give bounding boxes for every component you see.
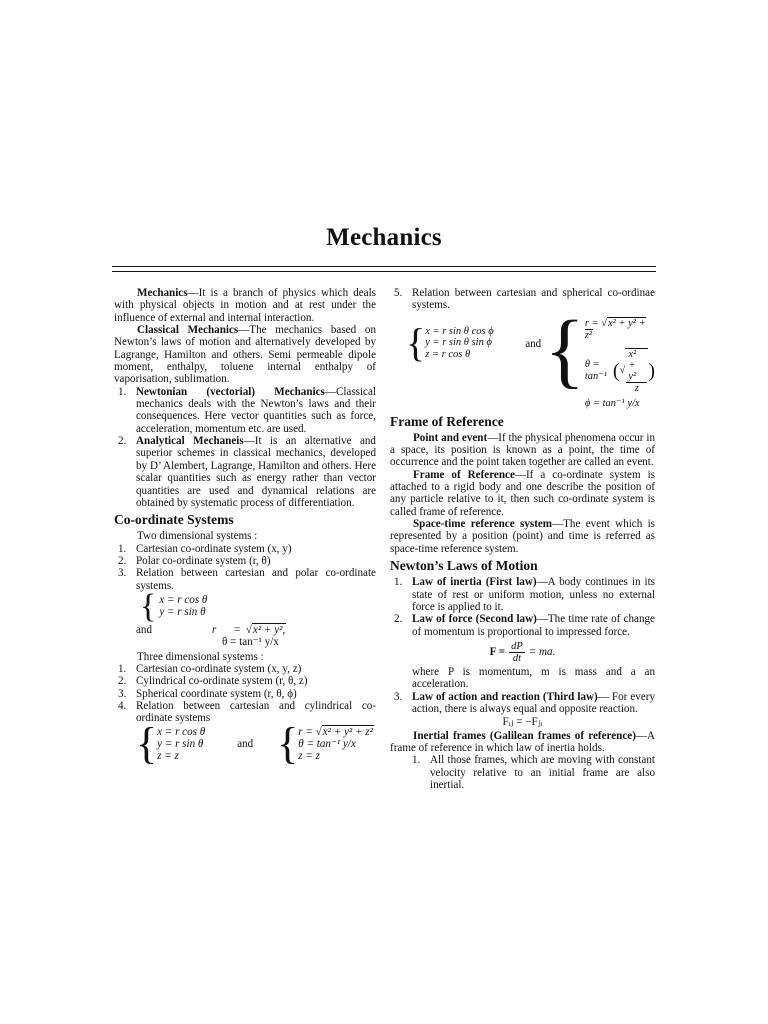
- term: Space-time reference system: [413, 518, 553, 531]
- text: —If a co-ordinate system is attached to a rigid body and one describe the position of any particle relative to it, then such co-ordinate system is called frame of reference.: [390, 468, 655, 518]
- term: Point and event: [413, 431, 488, 444]
- inertial-frames-paragraph: [390, 730, 655, 755]
- item-term: Newtonian (vectorial) Mechanics: [136, 385, 325, 398]
- list-item-first-law: [390, 576, 655, 613]
- item-text: Polar co-ordinate system (r, θ): [136, 554, 271, 567]
- fraction: [625, 348, 648, 394]
- left-brace: {: [140, 587, 157, 625]
- spherical-left-group: [406, 319, 525, 365]
- open-paren: (: [612, 360, 620, 383]
- force-equation: [390, 641, 655, 664]
- equation-lhs: r: [212, 623, 217, 636]
- sqrt-sign: √: [601, 317, 607, 329]
- term: Inertial frames (Galilean frames of reference): [413, 729, 636, 742]
- item-number: 2.: [118, 435, 127, 448]
- and-label: and: [237, 737, 254, 750]
- left-brace: {: [277, 718, 299, 768]
- fraction: [509, 641, 525, 664]
- item-body: —The time rate of change of momentum is proportional to impressed force.: [412, 613, 655, 638]
- frame-paragraph: [390, 469, 655, 518]
- equation-line: y = r sin θ sin ϕ: [425, 337, 492, 349]
- left-brace: {: [544, 303, 585, 397]
- equation-rhs: x² + y² + z²: [584, 317, 646, 342]
- item-number: 1.: [118, 385, 127, 398]
- item-number: 1.: [118, 662, 127, 675]
- text: —The event which is represented by a position (point) and time is referred as space-time reference system.: [390, 518, 656, 555]
- equation-rhs: = ma.: [528, 646, 556, 659]
- sqrt-sign: √: [315, 725, 322, 738]
- item-number: 4.: [118, 699, 127, 712]
- list-item: [114, 675, 376, 687]
- equation-rhs: x² + y²,: [252, 623, 286, 636]
- and-label: and: [525, 337, 542, 350]
- item-text: Relation between cartesian and cylindrical co-ordinate systems: [136, 699, 376, 725]
- equation-line: θ = tan⁻¹ y/x: [222, 636, 279, 649]
- item-term: Law of force (Second law): [412, 613, 537, 626]
- list-item: [114, 663, 376, 675]
- sqrt-sign: √: [245, 623, 252, 636]
- newtons-laws-heading: Newton’s Laws of Motion: [390, 558, 538, 574]
- equation-line: z = z: [157, 750, 179, 763]
- mechanics-term: Mechanics: [137, 287, 188, 299]
- spacetime-paragraph: [390, 518, 655, 555]
- item-text: Relation between cartesian and spherical co-ordinae systems.: [412, 287, 655, 312]
- three-dim-label: Three dimensional systems :: [137, 650, 264, 663]
- equation-line: z = z: [298, 750, 320, 763]
- fij-equation: Fᵢⱼ = −Fⱼᵢ: [502, 716, 543, 729]
- item-text: Cylindrical co-ordinate system (r, θ, z): [136, 675, 308, 688]
- left-brace: {: [136, 718, 158, 768]
- list-item-spherical: [390, 287, 655, 312]
- spherical-equations: [406, 303, 655, 411]
- item-number: 2.: [118, 554, 127, 567]
- item-text: [412, 691, 655, 716]
- cylindrical-equations: [136, 718, 376, 768]
- numerator: x² + y²: [626, 349, 647, 383]
- item-number: 1.: [412, 754, 421, 767]
- item-text: [412, 613, 655, 638]
- item-text: Cartesian co-ordinate system (x, y): [136, 542, 292, 555]
- numerator: dP: [511, 640, 523, 652]
- title-rule-bottom: [112, 271, 656, 272]
- equation-line: y = r sin θ: [157, 738, 204, 750]
- item-text: [136, 386, 376, 435]
- equation-line: z = r cos θ: [425, 348, 471, 360]
- classical-term: Classical Mechanics: [137, 324, 239, 337]
- polar-inverse-equations: and r = √x² + y², θ = tan⁻¹ y/x: [114, 624, 376, 649]
- title-rule-top: [112, 266, 656, 267]
- item-term: Analytical Mechaneis: [136, 435, 244, 448]
- list-item: [114, 555, 376, 567]
- item-number: 2.: [118, 675, 127, 688]
- denominator: dt: [512, 652, 522, 664]
- equation-lhs: F =: [489, 646, 506, 659]
- equation-line: x = r cos θ: [159, 593, 208, 606]
- item-body: —Classical mechanics deals with the Newton’s laws and their consequences. Here vector quantities such as force, acceleration, momentum etc. are used.: [136, 385, 376, 435]
- item-number: 5.: [394, 287, 403, 299]
- item-body: —It is an alternative and superior schemes in classical mechanics, developed by D’ Alembert, Lagrange, Hamilton and others. Here scalar quantities such as energy rather than vector quantities are used and dynamical relations are obtained by systematic process of differentiation.: [136, 435, 376, 509]
- item-term: Law of action and reaction (Third law): [412, 690, 598, 703]
- item-body: —A body continues in its state of rest or uniform motion, unless no external force is applied to it.: [412, 576, 656, 613]
- list-item: [114, 543, 376, 555]
- equation-lhs: θ = tan⁻¹: [584, 359, 607, 383]
- item-text: [412, 576, 655, 613]
- text: —A frame of reference in which law of inertia holds.: [390, 729, 655, 754]
- equation-lhs: r =: [298, 725, 313, 738]
- two-dim-label: Two dimensional systems :: [137, 530, 258, 543]
- list-item-third-law: [390, 691, 655, 716]
- mechanics-text: —It is a branch of physics which deals with physical objects in motion and at rest under the influence of external and internal interaction.: [114, 287, 376, 324]
- item-number: 1.: [118, 542, 127, 555]
- item-number: 3.: [118, 567, 127, 580]
- item-text: Cartesian co-ordinate system (x, y, z): [136, 662, 302, 675]
- list-item-newtonian: [114, 386, 376, 435]
- item-term: Law of inertia (First law): [412, 576, 537, 589]
- item-number: 3.: [394, 690, 403, 703]
- and-label: and: [136, 623, 153, 636]
- item-body: — For every action, there is always equal and opposite reaction.: [412, 690, 655, 715]
- list-item: [114, 688, 376, 700]
- item-text: Spherical coordinate system (r, θ, ϕ): [136, 687, 297, 700]
- list-item-analytical: [114, 435, 376, 509]
- equation-line: x = r sin θ cos ϕ: [425, 325, 494, 337]
- equation-line: y = r sin θ: [159, 606, 206, 619]
- left-column: [114, 287, 376, 768]
- term: Frame of Reference: [413, 468, 515, 481]
- item-text: [136, 435, 376, 509]
- right-column: [390, 287, 655, 791]
- equation-lhs: r =: [584, 317, 599, 329]
- list-item-second-law: [390, 613, 655, 638]
- item-number: 3.: [118, 687, 127, 700]
- left-brace: {: [406, 319, 426, 365]
- item-text: All those frames, which are moving with constant velocity relative to an initial frame are also inertial.: [430, 754, 655, 791]
- classical-mechanics-definition: [114, 324, 376, 386]
- where-text: where P is momentum, m is mass and a an acceleration.: [412, 665, 655, 691]
- equation-line: θ = tan⁻¹ y/x: [298, 738, 356, 750]
- denominator: z: [634, 383, 639, 395]
- frame-of-reference-heading: Frame of Reference: [390, 413, 504, 429]
- text: —If the physical phenomena occur in a space, its position is known as a point, the time of occurrence and the point taken together are called an event.: [390, 431, 655, 469]
- page-title: Mechanics: [326, 224, 442, 251]
- item-text: Relation between cartesian and polar co-ordinate systems.: [136, 567, 376, 592]
- equation-line: x = r cos θ: [157, 725, 206, 738]
- equation-rhs: x² + y² + z²: [322, 725, 373, 738]
- mechanics-definition: [114, 287, 376, 324]
- coordinate-systems-heading: Co-ordinate Systems: [114, 512, 234, 528]
- close-paren: ): [648, 360, 655, 383]
- point-event-paragraph: [390, 432, 655, 469]
- list-item-inertial: [390, 754, 655, 791]
- classical-text: —The mechanics based on Newton’s laws of motion and alternatively developed by Lagrange, Hamilton and others. Semi permeable dipole moment, enthalpy, toluene internal enthalpy of vaporisation, sublimation.: [114, 324, 376, 386]
- sqrt-sign: √: [619, 365, 626, 377]
- item-number: 1.: [394, 576, 403, 589]
- item-number: 2.: [394, 613, 403, 626]
- polar-equations: [140, 587, 376, 625]
- equation-line: ϕ = tan⁻¹ y/x: [584, 398, 640, 410]
